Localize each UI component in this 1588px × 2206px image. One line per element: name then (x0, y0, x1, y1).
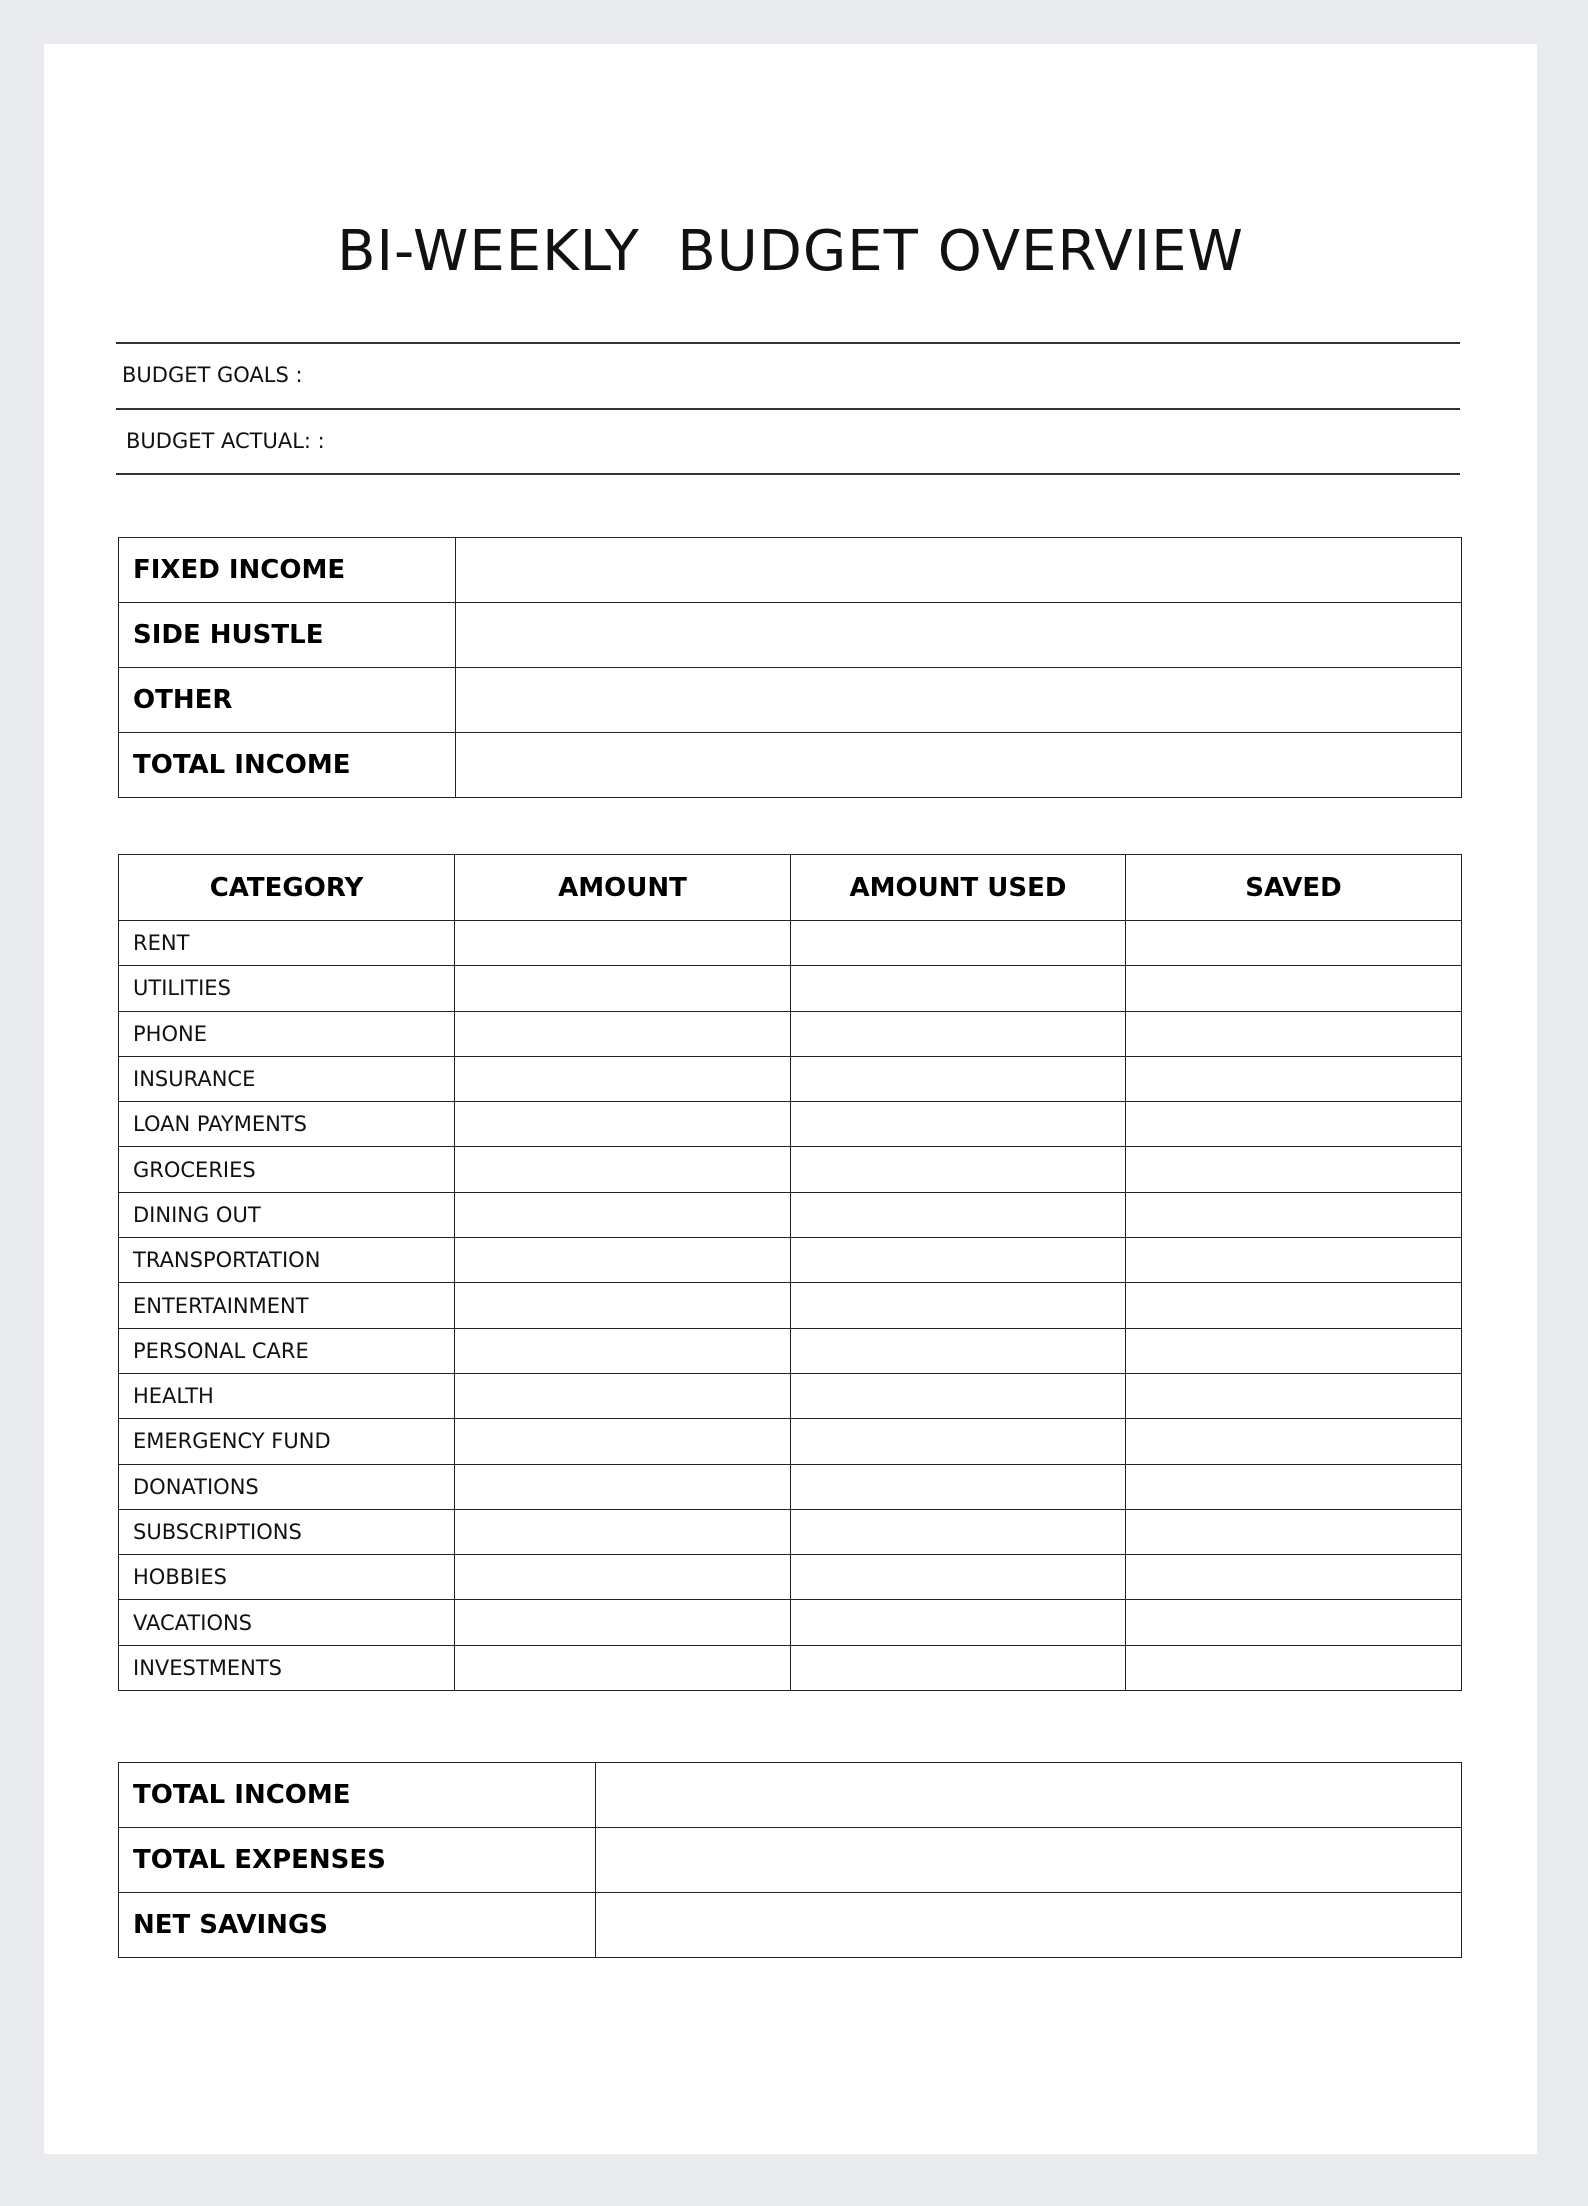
budget-sheet (44, 44, 1537, 2154)
saved-cell[interactable] (1126, 921, 1462, 966)
amount-cell[interactable] (455, 1555, 791, 1600)
summary-row-net-savings (119, 1893, 1462, 1958)
goals-top-rule (116, 342, 1460, 344)
amount-used-cell[interactable] (791, 1555, 1126, 1600)
amount-cell[interactable] (455, 1464, 791, 1509)
income-label: TOTAL INCOME (119, 733, 456, 798)
amount-used-cell[interactable] (791, 1600, 1126, 1645)
header-amount-used: AMOUNT USED (791, 855, 1126, 921)
budget-goals-label: BUDGET GOALS : (122, 363, 303, 387)
table-row (119, 921, 1462, 966)
summary-table (118, 1762, 1462, 1958)
saved-cell[interactable] (1126, 1645, 1462, 1690)
amount-cell[interactable] (455, 1056, 791, 1101)
category-cell: HOBBIES (119, 1555, 455, 1600)
table-row (119, 1283, 1462, 1328)
summary-value-cell[interactable] (596, 1763, 1462, 1828)
amount-used-cell[interactable] (791, 1419, 1126, 1464)
amount-cell[interactable] (455, 1283, 791, 1328)
amount-cell[interactable] (455, 1419, 791, 1464)
summary-value-cell[interactable] (596, 1893, 1462, 1958)
amount-cell[interactable] (455, 966, 791, 1011)
amount-cell[interactable] (455, 1011, 791, 1056)
amount-cell[interactable] (455, 1373, 791, 1418)
category-cell: UTILITIES (119, 966, 455, 1011)
table-row (119, 1509, 1462, 1554)
amount-used-cell[interactable] (791, 1192, 1126, 1237)
income-value-cell[interactable] (456, 538, 1462, 603)
category-cell: INSURANCE (119, 1056, 455, 1101)
saved-cell[interactable] (1126, 1238, 1462, 1283)
amount-cell[interactable] (455, 1238, 791, 1283)
saved-cell[interactable] (1126, 966, 1462, 1011)
category-cell: HEALTH (119, 1373, 455, 1418)
table-row (119, 966, 1462, 1011)
income-row-total-income (119, 733, 1462, 798)
saved-cell[interactable] (1126, 1600, 1462, 1645)
category-cell: INVESTMENTS (119, 1645, 455, 1690)
table-row (119, 1373, 1462, 1418)
saved-cell[interactable] (1126, 1102, 1462, 1147)
saved-cell[interactable] (1126, 1192, 1462, 1237)
saved-cell[interactable] (1126, 1011, 1462, 1056)
amount-cell[interactable] (455, 1192, 791, 1237)
category-cell: PERSONAL CARE (119, 1328, 455, 1373)
category-cell: VACATIONS (119, 1600, 455, 1645)
table-row (119, 1056, 1462, 1101)
summary-row-total-income (119, 1763, 1462, 1828)
saved-cell[interactable] (1126, 1147, 1462, 1192)
income-table (118, 537, 1462, 798)
budget-actual-label: BUDGET ACTUAL: : (126, 429, 325, 453)
table-row (119, 1645, 1462, 1690)
amount-cell[interactable] (455, 1600, 791, 1645)
category-cell: PHONE (119, 1011, 455, 1056)
category-cell: DONATIONS (119, 1464, 455, 1509)
page-title: BI-WEEKLY BUDGET OVERVIEW (337, 219, 1244, 284)
income-row-side-hustle (119, 603, 1462, 668)
income-label: FIXED INCOME (119, 538, 456, 603)
income-row-fixed-income (119, 538, 1462, 603)
category-cell: DINING OUT (119, 1192, 455, 1237)
amount-used-cell[interactable] (791, 1373, 1126, 1418)
amount-used-cell[interactable] (791, 1102, 1126, 1147)
header-saved: SAVED (1126, 855, 1462, 921)
amount-used-cell[interactable] (791, 1283, 1126, 1328)
table-row (119, 1464, 1462, 1509)
category-cell: GROCERIES (119, 1147, 455, 1192)
income-value-cell[interactable] (456, 603, 1462, 668)
category-cell: LOAN PAYMENTS (119, 1102, 455, 1147)
saved-cell[interactable] (1126, 1419, 1462, 1464)
category-cell: ENTERTAINMENT (119, 1283, 455, 1328)
amount-used-cell[interactable] (791, 1238, 1126, 1283)
income-label: OTHER (119, 668, 456, 733)
saved-cell[interactable] (1126, 1328, 1462, 1373)
amount-used-cell[interactable] (791, 1328, 1126, 1373)
category-cell: RENT (119, 921, 455, 966)
amount-used-cell[interactable] (791, 1056, 1126, 1101)
table-row (119, 1419, 1462, 1464)
budget-table-body (119, 921, 1462, 1691)
saved-cell[interactable] (1126, 1464, 1462, 1509)
summary-value-cell[interactable] (596, 1828, 1462, 1893)
table-row (119, 1328, 1462, 1373)
header-category: CATEGORY (119, 855, 455, 921)
goals-middle-rule (116, 408, 1460, 410)
budget-category-table (118, 854, 1462, 1691)
income-label: SIDE HUSTLE (119, 603, 456, 668)
saved-cell[interactable] (1126, 1056, 1462, 1101)
amount-cell[interactable] (455, 1645, 791, 1690)
amount-used-cell[interactable] (791, 1011, 1126, 1056)
amount-cell[interactable] (455, 921, 791, 966)
summary-label: TOTAL EXPENSES (119, 1828, 596, 1893)
category-cell: TRANSPORTATION (119, 1238, 455, 1283)
amount-used-cell[interactable] (791, 1147, 1126, 1192)
amount-cell[interactable] (455, 1328, 791, 1373)
table-row (119, 1600, 1462, 1645)
table-row (119, 1555, 1462, 1600)
saved-cell[interactable] (1126, 1509, 1462, 1554)
amount-cell[interactable] (455, 1102, 791, 1147)
goals-bottom-rule (116, 473, 1460, 475)
category-cell: SUBSCRIPTIONS (119, 1509, 455, 1554)
table-row (119, 1238, 1462, 1283)
amount-cell[interactable] (455, 1509, 791, 1554)
summary-label: NET SAVINGS (119, 1893, 596, 1958)
table-row (119, 1011, 1462, 1056)
table-header-row (119, 855, 1462, 921)
income-row-other (119, 668, 1462, 733)
table-row (119, 1102, 1462, 1147)
table-row (119, 1192, 1462, 1237)
amount-used-cell[interactable] (791, 966, 1126, 1011)
summary-label: TOTAL INCOME (119, 1763, 596, 1828)
saved-cell[interactable] (1126, 1283, 1462, 1328)
amount-used-cell[interactable] (791, 1509, 1126, 1554)
saved-cell[interactable] (1126, 1555, 1462, 1600)
table-row (119, 1147, 1462, 1192)
amount-used-cell[interactable] (791, 1464, 1126, 1509)
income-value-cell[interactable] (456, 668, 1462, 733)
saved-cell[interactable] (1126, 1373, 1462, 1418)
income-value-cell[interactable] (456, 733, 1462, 798)
category-cell: EMERGENCY FUND (119, 1419, 455, 1464)
amount-used-cell[interactable] (791, 1645, 1126, 1690)
amount-cell[interactable] (455, 1147, 791, 1192)
amount-used-cell[interactable] (791, 921, 1126, 966)
header-amount: AMOUNT (455, 855, 791, 921)
summary-row-total-expenses (119, 1828, 1462, 1893)
